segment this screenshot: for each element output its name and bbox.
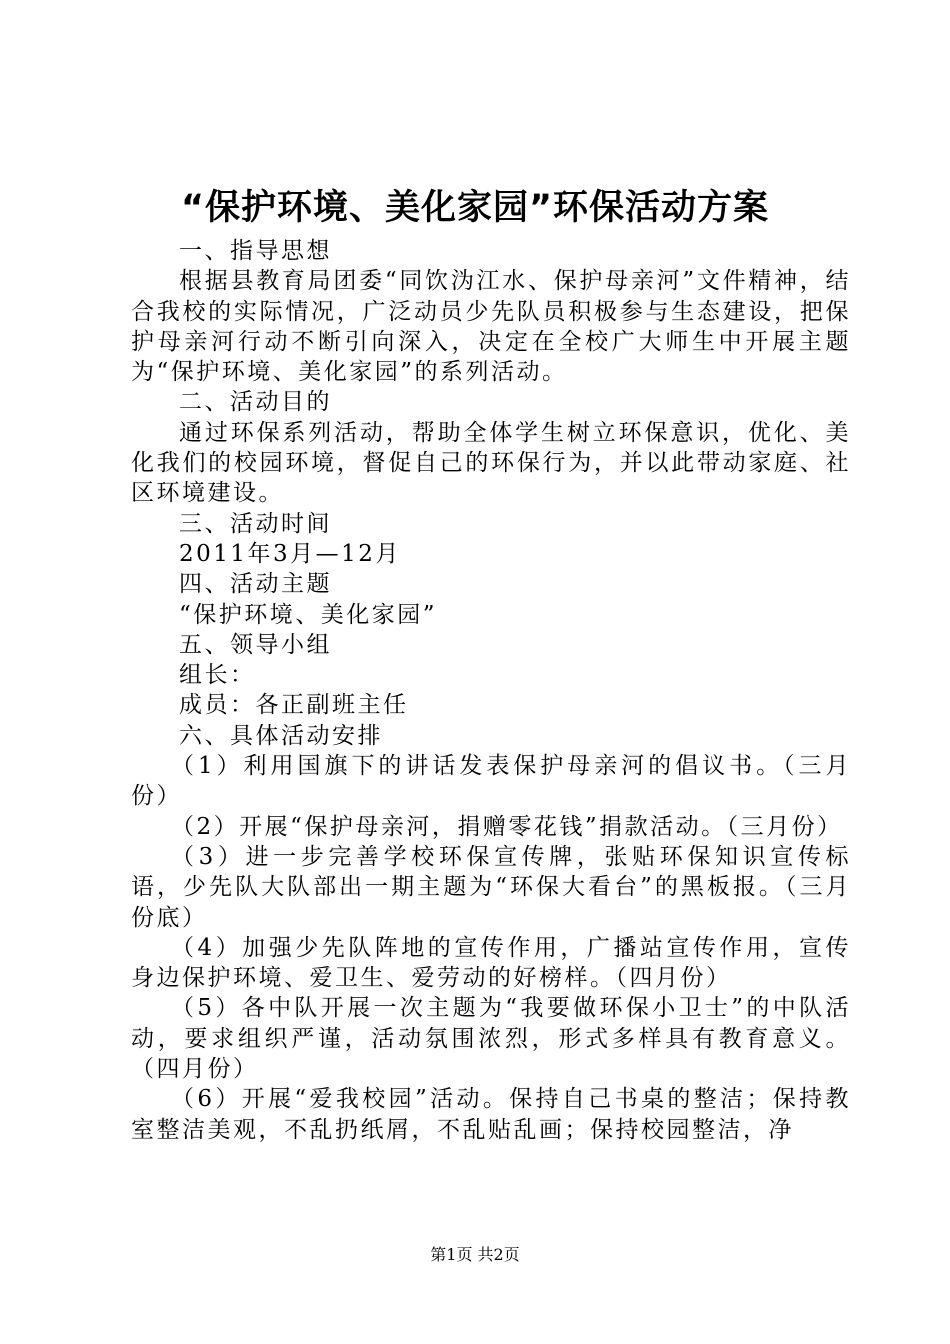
activity-item: （6）开展“爱我校园”活动。保持自己书桌的整洁；保持教室整洁美观，不乱扔纸屑，不乱贴乱画；保持校园整洁，净 (131, 1086, 851, 1143)
section-heading-activities: 六、具体活动安排 (179, 722, 383, 749)
leadership-leader: 组长： (179, 662, 256, 689)
section-body-time: 2011年3月—12月 (179, 540, 401, 567)
activity-item: （4）加强少先队阵地的宣传作用，广播站宣传作用，宣传身边保护环境、爱卫生、爱劳动的好榜样。（四月份） (131, 934, 851, 992)
activity-item: （2）开展“保护母亲河，捐赠零花钱”捐款活动。（三月份） (171, 813, 843, 840)
leadership-members: 成员：各正副班主任 (179, 692, 409, 719)
section-body-guiding-ideology: 根据县教育局团委“同饮沩江水、保护母亲河”文件精神，结合我校的实际情况，广泛动员少先队员积极参与生态建设，把保护母亲河行动不断引向深入，决定在全校广大师生中开展主题为“保护环境、美化家园”的系列活动。 (131, 268, 851, 386)
activity-item: （5）各中队开展一次主题为“我要做环保小卫士”的中队活动，要求组织严谨，活动氛围浓烈，形式多样具有教育意义。（四月份） (131, 995, 851, 1083)
activity-item: （3）进一步完善学校环保宣传牌，张贴环保知识宣传标语，少先队大队部出一期主题为“环保大看台”的黑板报。（三月份底） (131, 843, 851, 931)
document-body (131, 236, 851, 1145)
section-body-theme: “保护环境、美化家园” (179, 601, 438, 628)
section-body-purpose: 通过环保系列活动，帮助全体学生树立环保意识，优化、美化我们的校园环境，督促自己的环保行为，并以此带动家庭、社区环境建设。 (131, 419, 851, 507)
section-heading-theme: 四、活动主题 (179, 571, 332, 598)
document-title: “保护环境、美化家园”环保活动方案 (180, 188, 769, 228)
section-heading-leadership: 五、领导小组 (179, 631, 332, 658)
page-footer: 第1页 共2页 (430, 1245, 520, 1264)
section-heading-guiding-ideology: 一、指导思想 (179, 238, 332, 264)
section-heading-time: 三、活动时间 (179, 510, 332, 537)
activity-item: （1）利用国旗下的讲话发表保护母亲河的倡议书。（三月份） (131, 753, 851, 810)
section-heading-purpose: 二、活动目的 (179, 389, 332, 416)
